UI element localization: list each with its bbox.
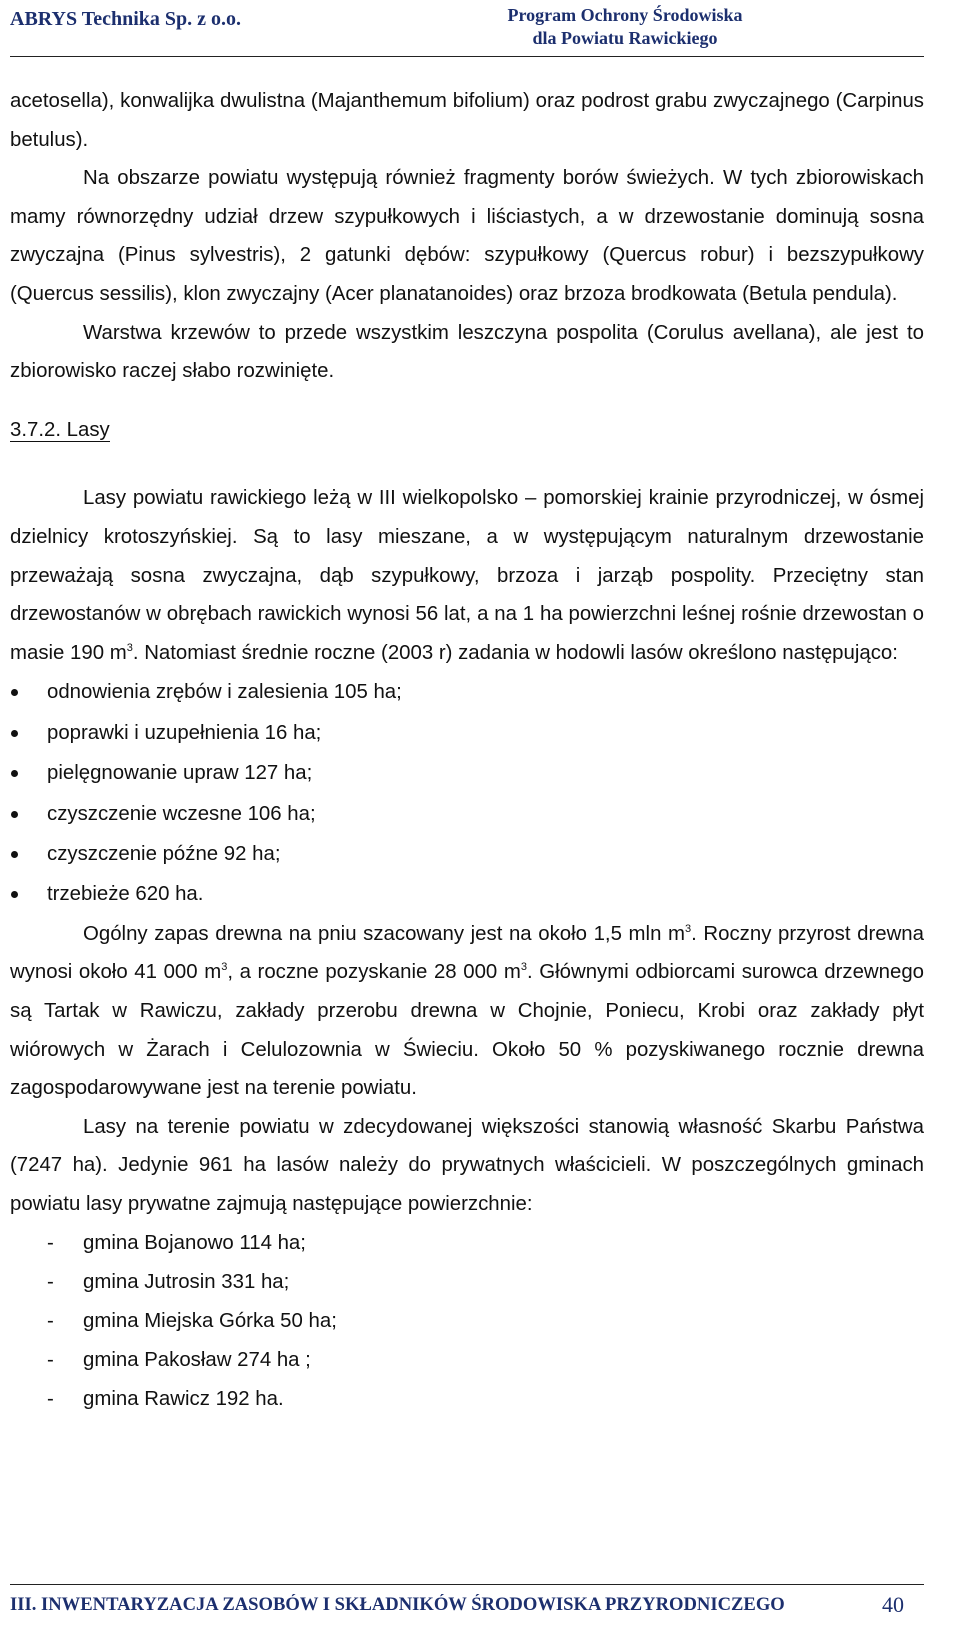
list-item-text: gmina Miejska Górka 50 ha;	[83, 1309, 337, 1332]
paragraph: Na obszarze powiatu występują również fragmenty borów świeżych. W tych zbiorowiskach mamy równorzędny udział drzew szypułkowych i liściastych, a w drzewostanie dominują sosna zwyczajna (Pinus sylvestris), 2 gatunki dębów: szypułkowy (Quercus robur) i bezszypułkowy (Quercus sessilis), klon zwyczajny (Acer planatanoides) oraz brzoza brodkowata (Betula pendula).	[10, 167, 924, 305]
header-program-line1: Program Ochrony Środowiska	[507, 5, 743, 25]
header-divider	[10, 56, 924, 57]
list-item-text: pielęgnowanie upraw 127 ha;	[47, 762, 313, 785]
list-item	[10, 1302, 924, 1341]
dash-marker: -	[47, 1270, 54, 1293]
list-item	[10, 834, 924, 874]
text-span: , a roczne pozyskanie 28 000 m	[227, 961, 521, 984]
list-item-text: trzebieże 620 ha.	[47, 883, 204, 906]
superscript: 3	[126, 641, 133, 654]
header-program	[480, 4, 770, 50]
spacer	[10, 391, 924, 411]
header-program-line2: dla Powiatu Rawickiego	[532, 28, 718, 48]
paragraph: Lasy na terenie powiatu w zdecydowanej większości stanowią własność Skarbu Państwa (7247 ha). Jedynie 961 ha lasów należy do prywatnych właścicieli. W poszczególnych gminach powiatu lasy prywatne zajmują następujące powierzchnie:	[10, 1115, 924, 1215]
superscript: 3	[520, 961, 527, 974]
header-company: ABRYS Technika Sp. z o.o.	[10, 8, 242, 30]
superscript: 3	[221, 961, 228, 974]
bullet-icon	[11, 689, 18, 696]
list-item-text: gmina Bojanowo 114 ha;	[83, 1231, 306, 1254]
list-item	[10, 794, 924, 834]
paragraph: Warstwa krzewów to przede wszystkim leszczyna pospolita (Corulus avellana), ale jest to zbiorowisko raczej słabo rozwinięte.	[10, 321, 924, 383]
list-item-text: gmina Rawicz 192 ha.	[83, 1387, 284, 1410]
list-item-text: poprawki i uzupełnienia 16 ha;	[47, 721, 322, 744]
list-item	[10, 874, 924, 914]
paragraph: acetosella), konwalijka dwulistna (Majanthemum bifolium) oraz podrost grabu zwyczajnego (Carpinus betulus).	[10, 90, 924, 151]
paragraph	[10, 479, 924, 672]
text-span: Ogólny zapas drewna na pniu szacowany jest na około 1,5 mln m	[83, 922, 685, 945]
bullet-icon	[11, 730, 18, 737]
list-item	[10, 1224, 924, 1263]
bullet-icon	[11, 811, 18, 818]
footer-chapter: III. INWENTARYZACJA ZASOBÓW I SKŁADNIKÓW ŚRODOWISKA PRZYRODNICZEGO	[10, 1594, 785, 1615]
tasks-list	[10, 672, 924, 914]
list-item-text: czyszczenie wczesne 106 ha;	[47, 802, 316, 825]
list-item-text: czyszczenie późne 92 ha;	[47, 842, 281, 865]
footer-divider	[10, 1584, 924, 1585]
list-item	[10, 1341, 924, 1380]
text-span: . Roczny przyrost drewna wynosi około 41 000 m	[10, 922, 924, 984]
text-span: Lasy powiatu rawickiego leżą w III wielkopolsko – pomorskiej krainie przyrodniczej, w ósmej dzielnicy krotoszyńskiej. Są to lasy mieszane, a w występującym naturalnym drzewostanie przeważają sosna zwyczajna, dąb szypułkowy, brzoza i jarząb pospolity. Przeciętny stan drzewostanów w obrębach rawickich wynosi 56 lat, a na 1 ha powierzchni leśnej rośnie drzewostan o masie 190 m	[10, 487, 924, 664]
dash-marker: -	[47, 1387, 54, 1410]
list-item-text: gmina Pakosław 274 ha ;	[83, 1348, 311, 1371]
bullet-icon	[11, 891, 18, 898]
spacer	[10, 449, 924, 479]
dash-marker: -	[47, 1231, 54, 1254]
bullet-icon	[11, 770, 18, 777]
section-heading	[10, 411, 924, 450]
list-item	[10, 1263, 924, 1302]
page-number: 40	[882, 1592, 904, 1617]
paragraph	[10, 915, 924, 1108]
list-item-text: odnowienia zrębów i zalesienia 105 ha;	[47, 681, 402, 704]
list-item	[10, 1380, 924, 1419]
dash-marker: -	[47, 1309, 54, 1332]
superscript: 3	[685, 922, 692, 935]
text-span: . Natomiast średnie roczne (2003 r) zadania w hodowli lasów określono następująco:	[132, 641, 898, 664]
private-forests-list	[10, 1224, 924, 1419]
list-item	[10, 713, 924, 753]
bullet-icon	[11, 851, 18, 858]
dash-marker: -	[47, 1348, 54, 1371]
document-body	[10, 82, 924, 1419]
list-item	[10, 672, 924, 712]
list-item-text: gmina Jutrosin 331 ha;	[83, 1270, 290, 1293]
text-span: . Głównymi odbiorcami surowca drzewnego są Tartak w Rawiczu, zakłady przerobu drewna w Chojnie, Poniecu, Krobi oraz zakłady płyt wiórowych w Żarach i Celulozownia w Świeciu. Około 50 % pozyskiwanego rocznie drewna zagospodarowywane jest na terenie powiatu.	[10, 961, 924, 1100]
section-heading-text: 3.7.2. Lasy	[10, 418, 110, 441]
list-item	[10, 753, 924, 793]
